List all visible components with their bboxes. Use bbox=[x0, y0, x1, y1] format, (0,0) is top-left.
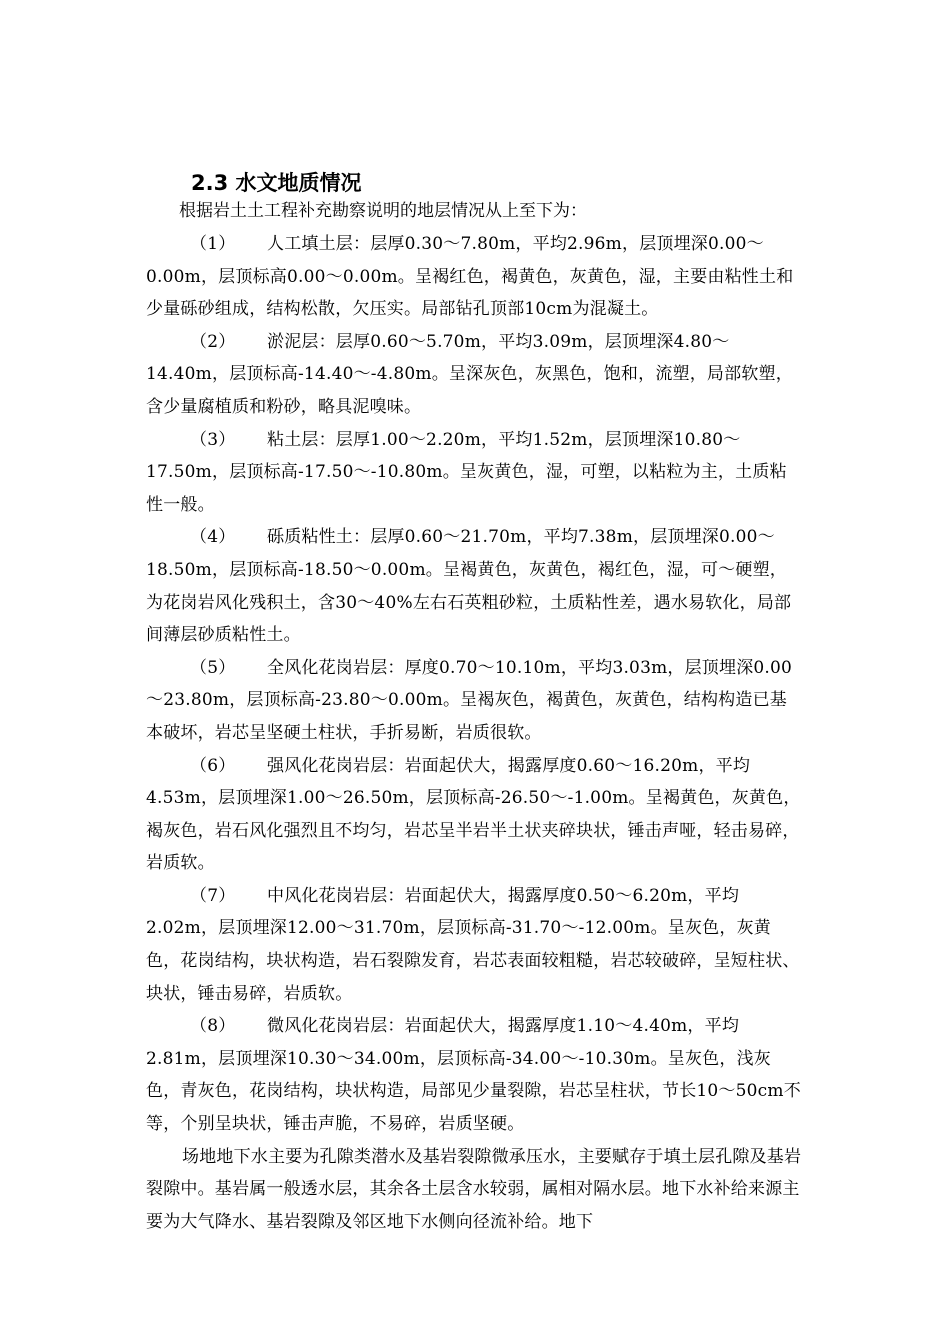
layer-text: 全风化花岗岩层：厚度0.70～10.10m，平均3.03m，层顶埋深0.00～23.80m，层顶标高-23.80～0.00m。呈褐灰色，褐黄色，灰黄色，结构构造已基本破坏，岩芯呈坚硬土柱状，手折易断，岩质很软。 bbox=[146, 657, 793, 743]
layer-number: （8） bbox=[190, 1016, 236, 1037]
layer-text: 微风化花岗岩层：岩面起伏大，揭露厚度1.10～4.40m，平均2.81m，层顶埋深10.30～34.00m，层顶标高-34.00～-10.30m。呈灰色，浅灰色，青灰色，花岗结构，块状构造，局部见少量裂隙，岩芯呈柱状，节长10～50cm不等，个别呈块状，锤击声脆，不易碎，岩质坚硬。 bbox=[146, 1016, 801, 1135]
layer-number: （3） bbox=[190, 429, 236, 450]
layer-item bbox=[146, 652, 802, 750]
intro-text: 根据岩土土工程补充勘察说明的地层情况从上至下为： bbox=[179, 201, 587, 221]
layer-item bbox=[146, 326, 802, 424]
layer-description-body bbox=[146, 228, 802, 1238]
layer-number: （5） bbox=[190, 657, 236, 678]
layer-number: （7） bbox=[190, 885, 236, 906]
layer-text: 中风化花岗岩层：岩面起伏大，揭露厚度0.50～6.20m，平均2.02m，层顶埋深12.00～31.70m，层顶标高-31.70～-12.00m。呈灰色，灰黄色，花岗结构，块状构造，岩石裂隙发育，岩芯表面较粗糙，岩芯较破碎，呈短柱状、块状，锤击易碎，岩质软。 bbox=[146, 885, 800, 1004]
groundwater-paragraph: 场地地下水主要为孔隙类潜水及基岩裂隙微承压水，主要赋存于填土层孔隙及基岩裂隙中。基岩属一般透水层，其余各土层含水较弱，属相对隔水层。地下水补给来源主要为大气降水、基岩裂隙及邻区地下水侧向径流补给。地下 bbox=[146, 1146, 802, 1232]
section-heading: 2.3 水文地质情况 bbox=[191, 171, 362, 195]
layer-item bbox=[146, 521, 802, 651]
layer-item bbox=[146, 424, 802, 522]
layer-item bbox=[146, 880, 802, 1010]
layer-text: 砾质粘性土：层厚0.60～21.70m，平均7.38m，层顶埋深0.00～18.50m，层顶标高-18.50～0.00m。呈褐黄色，灰黄色，褐红色，湿，可～硬塑，为花岗岩风化残积土，含30～40%左右石英粗砂粒，土质粘性差，遇水易软化，局部间薄层砂质粘性土。 bbox=[146, 527, 792, 646]
layer-number: （6） bbox=[190, 755, 236, 776]
layer-number: （1） bbox=[190, 234, 236, 254]
layer-text: 粘土层：层厚1.00～2.20m，平均1.52m，层顶埋深10.80～17.50m，层顶标高-17.50～-10.80m。呈灰黄色，湿，可塑，以粘粒为主，土质粘性一般。 bbox=[146, 429, 787, 515]
layer-text: 淤泥层：层厚0.60～5.70m，平均3.09m，层顶埋深4.80～14.40m，层顶标高-14.40～-4.80m。呈深灰色，灰黑色，饱和，流塑，局部软塑，含少量腐植质和粉砂，略具泥嗅味。 bbox=[146, 331, 793, 417]
layer-item bbox=[146, 750, 802, 880]
layer-text: 强风化花岗岩层：岩面起伏大，揭露厚度0.60～16.20m，平均4.53m，层顶埋深1.00～26.50m，层顶标高-26.50～-1.00m。呈褐黄色，灰黄色，褐灰色，岩石风化强烈且不均匀，岩芯呈半岩半土状夹碎块状，锤击声哑，轻击易碎，岩质软。 bbox=[146, 755, 801, 874]
layer-text: 人工填土层：层厚0.30～7.80m，平均2.96m，层顶埋深0.00～0.00m，层顶标高0.00～0.00m。呈褐红色，褐黄色，灰黄色，湿，主要由粘性土和少量砾砂组成，结构松散，欠压实。局部钻孔顶部10cm为混凝土。 bbox=[146, 234, 794, 320]
layer-item bbox=[146, 1010, 802, 1140]
layer-number: （2） bbox=[190, 331, 236, 352]
layer-item bbox=[146, 228, 802, 326]
layer-number: （4） bbox=[190, 527, 236, 548]
